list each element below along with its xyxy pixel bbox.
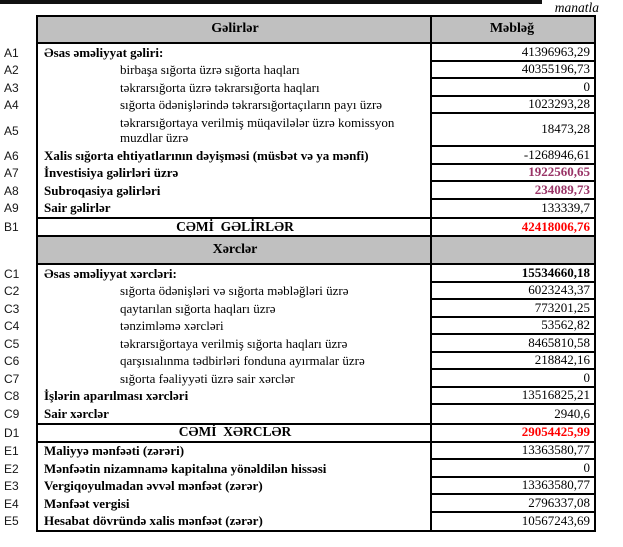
row-value: 234089,73: [430, 182, 594, 200]
total-expense-row: [4, 423, 594, 443]
row-label: CƏMİ XƏRCLƏR: [178, 424, 292, 440]
row-label: Vergiqoyulmadan əvvəl mənfəət (zərər): [44, 478, 263, 493]
table-row: [4, 352, 594, 371]
row-label: Sair gəlirlər: [44, 200, 111, 215]
row-value: 1023293,28: [430, 97, 594, 115]
table-row: [4, 494, 594, 513]
row-label: tənzimləmə xərcləri: [120, 318, 224, 333]
row-value: 6023243,37: [430, 283, 594, 301]
row-code: A5: [4, 123, 19, 138]
table-row: [4, 200, 594, 218]
row-code: E1: [4, 444, 19, 459]
row-code: C1: [4, 266, 20, 281]
row-label: Sair xərclər: [44, 405, 109, 421]
table-row: [4, 43, 594, 62]
row-label: Hesabat dövründə xalis mənfəət (zərər): [44, 513, 263, 528]
table-row: [4, 405, 594, 423]
row-value: -1268946,61: [430, 147, 594, 165]
row-code: B1: [4, 220, 19, 234]
expense-header-row: [38, 237, 594, 265]
table-row: [4, 61, 594, 80]
row-label: Subroqasiya gəlirləri: [44, 182, 161, 198]
row-code: A3: [4, 80, 19, 95]
row-label: Xalis sığorta ehtiyatlarının dəyişməsi (müsbət və ya mənfi): [44, 147, 369, 163]
table-row: [4, 114, 594, 147]
row-code: A4: [4, 98, 19, 113]
row-value: 18473,28: [430, 114, 594, 147]
table-row: [4, 282, 594, 301]
row-label: birbaşa sığorta üzrə sığorta haqları: [120, 62, 300, 77]
row-code: C2: [4, 284, 20, 299]
table-row: [4, 477, 594, 496]
income-header-row: [38, 17, 594, 44]
table-row: [4, 317, 594, 336]
row-value: 40355196,73: [430, 62, 594, 80]
total-income-row: [4, 217, 594, 237]
row-value: 15534660,18: [430, 265, 594, 283]
row-code: E2: [4, 461, 19, 476]
row-code: E3: [4, 479, 19, 494]
income-header-title: Gəlirlər: [211, 21, 259, 37]
table-row: [4, 96, 594, 115]
row-label: sığorta ödənişləri və sığorta məbləğləri üzrə: [120, 283, 349, 298]
row-value: 0: [430, 460, 594, 478]
row-code: A7: [4, 166, 19, 181]
table-row: [4, 164, 594, 183]
row-value: 29054425,99: [430, 425, 594, 441]
row-label: sığorta fəaliyyəti üzrə sair xərclər: [120, 370, 295, 386]
row-label: təkrarsığorta üzrə təkrarsığorta haqları: [120, 79, 320, 95]
row-value: 2940,6: [430, 405, 594, 423]
row-label: Mənfəət vergisi: [44, 495, 130, 511]
table-row: [4, 387, 594, 406]
row-code: A8: [4, 183, 19, 198]
row-label: Mənfəətin nizamnamə kapitalına yönəldilən hissəsi: [44, 460, 327, 476]
top-rule: [0, 0, 542, 4]
expense-header-title: Xərclər: [212, 241, 258, 257]
row-code: C6: [4, 354, 20, 369]
row-code: D1: [4, 425, 20, 440]
row-label: təkrarsığortaya verilmiş sığorta haqları üzrə: [120, 335, 348, 351]
row-code: C7: [4, 371, 20, 386]
row-code: C5: [4, 336, 20, 351]
row-code: C9: [4, 406, 20, 421]
row-value: 2796337,08: [430, 495, 594, 513]
row-label: qarşısıalınma tədbirləri fonduna ayırmalar üzrə: [120, 353, 365, 368]
row-value: 10567243,69: [430, 513, 594, 531]
row-value: 133339,7: [430, 200, 594, 218]
row-label: İnvestisiya gəlirləri üzrə: [44, 165, 179, 180]
expense-header-empty: [430, 237, 594, 263]
row-code: A1: [4, 45, 19, 60]
row-label: Əsas əməliyyat xərcləri:: [44, 265, 177, 281]
row-value: 42418006,76: [430, 219, 594, 235]
row-value: 53562,82: [430, 318, 594, 336]
financial-report-table: [4, 15, 596, 532]
row-code: A6: [4, 148, 19, 163]
row-value: 13363580,77: [430, 443, 594, 461]
table-row: [4, 264, 594, 283]
amount-header-title: Məbləğ: [430, 17, 594, 42]
row-label: CƏMİ GƏLİRLƏR: [176, 218, 294, 234]
row-value: 13363580,77: [430, 478, 594, 496]
row-value: 218842,16: [430, 353, 594, 371]
row-label: İşlərin aparılması xərcləri: [44, 388, 189, 403]
row-label: Maliyyə mənfəəti (zərəri): [44, 443, 185, 458]
row-value: 0: [430, 79, 594, 97]
table-row: [4, 78, 594, 97]
row-code: E5: [4, 514, 19, 529]
row-value: 41396963,29: [430, 44, 594, 62]
row-value: 8465810,58: [430, 335, 594, 353]
table-row: [4, 369, 594, 388]
row-label: sığorta ödənişlərində təkrarsığortaçıların payı üzrə: [120, 97, 383, 112]
table-row: [4, 299, 594, 318]
table-row: [4, 459, 594, 478]
row-code: C3: [4, 301, 20, 316]
row-value: 0: [430, 370, 594, 388]
row-label: Əsas əməliyyat gəliri:: [44, 44, 164, 60]
table-row: [4, 146, 594, 165]
row-code: C8: [4, 389, 20, 404]
row-value: 13516825,21: [430, 388, 594, 406]
row-code: C4: [4, 319, 20, 334]
row-label: qaytarılan sığorta haqları üzrə: [120, 300, 276, 316]
table-row: [4, 181, 594, 200]
row-code: A2: [4, 63, 19, 78]
table-row: [4, 513, 594, 531]
table-row: [4, 334, 594, 353]
row-code: A9: [4, 201, 19, 216]
table-row: [4, 442, 594, 461]
row-value: 773201,25: [430, 300, 594, 318]
row-value: 1922560,65: [430, 165, 594, 183]
row-code: E4: [4, 496, 19, 511]
currency-unit-note: manatla: [554, 0, 599, 15]
row-label: təkrarsığortaya verilmiş müqavilələr üzrə komissyon muzdlar üzrə: [120, 115, 395, 145]
